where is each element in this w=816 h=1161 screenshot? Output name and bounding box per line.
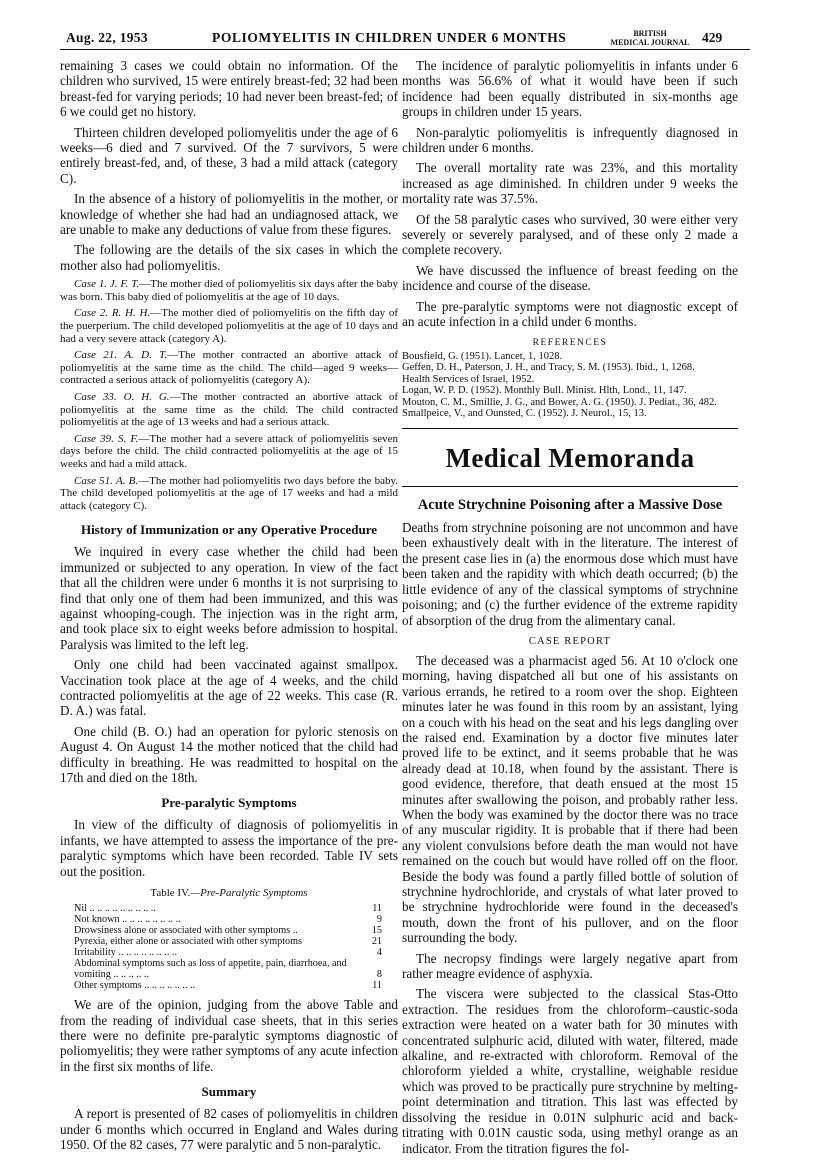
running-title: POLIOMYELITIS IN CHILDREN UNDER 6 MONTHS [212, 30, 567, 45]
page-header [0, 26, 816, 50]
reference-item: Mouton, C. M., Smillie, J. G., and Bower, A. G. (1950). J. Pediat., 36, 482. [402, 396, 717, 408]
table-row: Abdominal symptoms such as loss of appetite, pain, diarrhoea, and vomiting .. .. .. .. .. 8 [74, 958, 382, 981]
case-entry: Case 21. A. D. T.—The mother contracted an abortive attack of poliomyelitis at the same time as the child. The child—aged 9 weeks—contracted a serious attack of poliomyelitis (category A). [60, 349, 398, 387]
section-banner [402, 428, 738, 487]
case-entry: Case 2. R. H. H.—The mother died of poliomyelitis on the fifth day of the puerperium. The child developed poliomyelitis at the age of 10 days and had a very severe attack (category A). [60, 307, 399, 345]
paragraph: Deaths from strychnine poisoning are not uncommon and have been exhaustively dealt with in the literature. The interest of the present case lies in (a) the enormous dose which must have been taken and the rapidity with which death occurred; (b) the little evidence of any of the classical symptoms of strychnine poisoning; and (c) the further evidence of the extreme rapidity of absorption of the drug from the alimentary canal. [402, 520, 738, 628]
case-entry: Case 51. A. B.—The mother had poliomyelitis two days before the baby. The child developed poliomyelitis at the age of 17 weeks and had a mild attack (category C). [60, 474, 398, 512]
paragraph: remaining 3 cases we could obtain no information. Of the children who survived, 15 were entirely breast-fed; 32 had been breast-fed for varying periods; 10 had never been breast-fed; of 6 we could get no history. [60, 58, 398, 120]
paragraph: Only one child had been vaccinated against smallpox. Vaccination took place at the age of 4 weeks, and the child contracted poliomyelitis at the age of 22 weeks. This case (R. D. A.) was fatal. [60, 657, 398, 719]
table-row: Other symptoms .. .. .. .. .. .. .. 11 [74, 980, 382, 992]
reference-item: Geffen, D. H., Paterson, J. H., and Tracy, S. M. (1953). Ibid., 1, 1268. [402, 362, 695, 374]
table-caption: Table IV.—Pre-Paralytic Symptoms [150, 887, 308, 900]
table-row: Irritability .. .. .. .. .. .. .. .. 4 [74, 947, 382, 959]
table-row: Drowsiness alone or associated with other symptoms .. 15 [74, 925, 382, 937]
case-entry: Case 33. O. H. G.—The mother contracted an abortive attack of poliomyelitis at the same time as the child. The child contracted poliomyelitis at the age of 13 weeks and had a serious attack. [60, 391, 399, 429]
paragraph: A report is presented of 82 cases of poliomyelitis in children under 6 months which occurred in England and Wales during 1950. Of the 82 cases, 77 were paralytic and 5 non-paralytic. [60, 1106, 398, 1152]
references-heading: REFERENCES [532, 337, 608, 348]
summary-paragraph: We have discussed the influence of breast feeding on the incidence and course of the disease. [402, 262, 738, 294]
reference-item: Bousfield, G. (1951). Lancet, 1, 1028. [402, 350, 563, 362]
header-rule [60, 49, 750, 50]
paragraph: The necropsy findings were largely negative apart from rather meagre evidence of asphyxia. [402, 950, 738, 982]
summary-paragraph: The pre-paralytic symptoms were not diagnostic except of an acute infection in a child under 6 months. [402, 298, 738, 330]
paragraph: The deceased was a pharmacist aged 56. At 10 o'clock one morning, having dispatched all but one of his assistants on various errands, he retired to a room over the shop. Eighteen minutes later he was found in this room by an assistant, lying on a couch with his head on the seat and his legs dangling over the raised end. Examination by a doctor five minutes later proved life to be extinct, and it seems probable that he was already dead at 10.18, when found by the assistant. There is good evidence, therefore, that death ensued at the most 15 minutes after swallowing the poison, and probably rather less. When the body was examined by the doctor there was no trace of any muscular rigidity. It is probable that if there had been any violent convulsions before death the man would not have remained on the couch but would have rolled off on the floor. Beside the body was found a partly filled bottle of solution of strychnine hydrochloride, and crystals of what later proved to be strychnine hydrochloride were found in the deceased's mouth, down the front of his pullover, and on the floor surrounding the body. [402, 652, 738, 946]
summary-paragraph: The overall mortality rate was 23%, and this mortality increased as age diminished. In children under 9 weeks the mortality rate was 37.5%. [402, 160, 738, 207]
paragraph: In view of the difficulty of diagnosis of poliomyelitis in infants, we have attempted to assess the importance of the pre-paralytic symptoms which have been recorded. Table IV sets out the position. [60, 817, 398, 879]
paragraph: We are of the opinion, judging from the above Table and from the reading of individual case sheets, that in this series there were no definite pre-paralytic symptoms diagnostic of poliomyelitis; they were rather symptoms of any acute infection in the first six months of life. [60, 997, 398, 1074]
journal-name: BRITISH MEDICAL JOURNAL [610, 29, 690, 47]
paragraph: In the absence of a history of poliomyelitis in the mother, or knowledge of whether she had had an undiagnosed attack, we are unable to make any deductions of value from these figures. [60, 191, 398, 238]
summary-paragraph: Non-paralytic poliomyelitis is infrequently diagnosed in children under 6 months. [402, 124, 738, 156]
page-number: 429 [702, 30, 723, 45]
section-banner-title: Medical Memoranda [445, 443, 695, 474]
paragraph: The viscera were subjected to the classical Stas-Otto extraction. The residues from the chloroform–caustic-soda extraction were heated on a water bath for 30 minutes with concentrated sulphuric acid, diluted with water, filtered, made alkaline, and re-extracted with chloroform. Removal of the chloroform yielded a white, crystalline, weighable residue which was proved to be practically pure strychnine by melting-point determination and titration. This last was effected by dissolving the residue in 0.01N sulphuric acid and back-titrating with 0.01N caustic soda, using methyl orange as an indicator. From the titration figures the fol- [402, 986, 738, 1156]
table-row: Pyrexia, either alone or associated with other symptoms 21 [74, 936, 382, 948]
paragraph: The following are the details of the six cases in which the mother also had poliomyelitis. [60, 242, 398, 273]
section-heading-immunization: History of Immunization or any Operative Procedure [80, 522, 378, 538]
issue-date: Aug. 22, 1953 [66, 30, 148, 45]
summary-paragraph: Of the 58 paralytic cases who survived, 30 were either very severely or severely paralysed, and of these only 2 made a complete recovery. [402, 211, 738, 258]
subheading-case-report: CASE REPORT [528, 635, 612, 647]
reference-item: Smallpeice, V., and Ounsted, C. (1952). J. Neurol., 15, 13. [402, 408, 647, 420]
article-title: Acute Strychnine Poisoning after a Massive Dose [417, 497, 723, 514]
section-heading-summary: Summary [201, 1084, 257, 1100]
paragraph: We inquired in every case whether the child had been immunized or subjected to any operation. In view of the fact that all the children were under 6 months it is not surprising to find that only one of them had been immunized, and this was against whooping-cough. The injection was in the right arm, and took place six to eight weeks before admission to hospital. Paralysis was limited to the left leg. [60, 544, 398, 652]
section-heading-pre-paralytic: Pre-paralytic Symptoms [161, 795, 297, 811]
summary-paragraph: The incidence of paralytic poliomyelitis in infants under 6 months was 56.6% of what it would have been if such incidence had been equally distributed in six-months age groups in children under 15 years. [402, 58, 738, 120]
paragraph: Thirteen children developed poliomyelitis under the age of 6 weeks—6 died and 7 survived. Of the 7 survivors, 5 were entirely breast-fed, and, of these, 3 had a mild attack (category C). [60, 124, 398, 186]
right-column [402, 58, 738, 1161]
reference-item: Health Services of Israel, 1952. [402, 373, 535, 385]
paragraph: One child (B. O.) had an operation for pyloric stenosis on August 4. On August 14 the mother noticed that the child had difficulty in breathing. He was readmitted to hospital on the 17th and died on the 18th. [60, 723, 398, 786]
case-entry: Case 39. S. F.—The mother had a severe attack of poliomyelitis seven days before the child. The child contracted poliomyelitis at the age of 15 weeks and had a mild attack. [60, 432, 399, 470]
symptoms-table [74, 903, 382, 991]
table-row: Nil .. .. .. .. .. .. .. .. .. 11 [74, 903, 382, 915]
left-column [60, 58, 398, 1157]
table-row: Not known .. .. .. .. .. .. .. .. 9 [74, 914, 382, 926]
reference-item: Logan, W. P. D. (1952). Monthly Bull. Minist. Hlth, Lond., 11, 147. [402, 385, 687, 397]
case-entry: Case 1. J. F. T.—The mother died of poliomyelitis six days after the baby was born. This baby died of poliomyelitis at the age of 10 days. [60, 278, 399, 303]
